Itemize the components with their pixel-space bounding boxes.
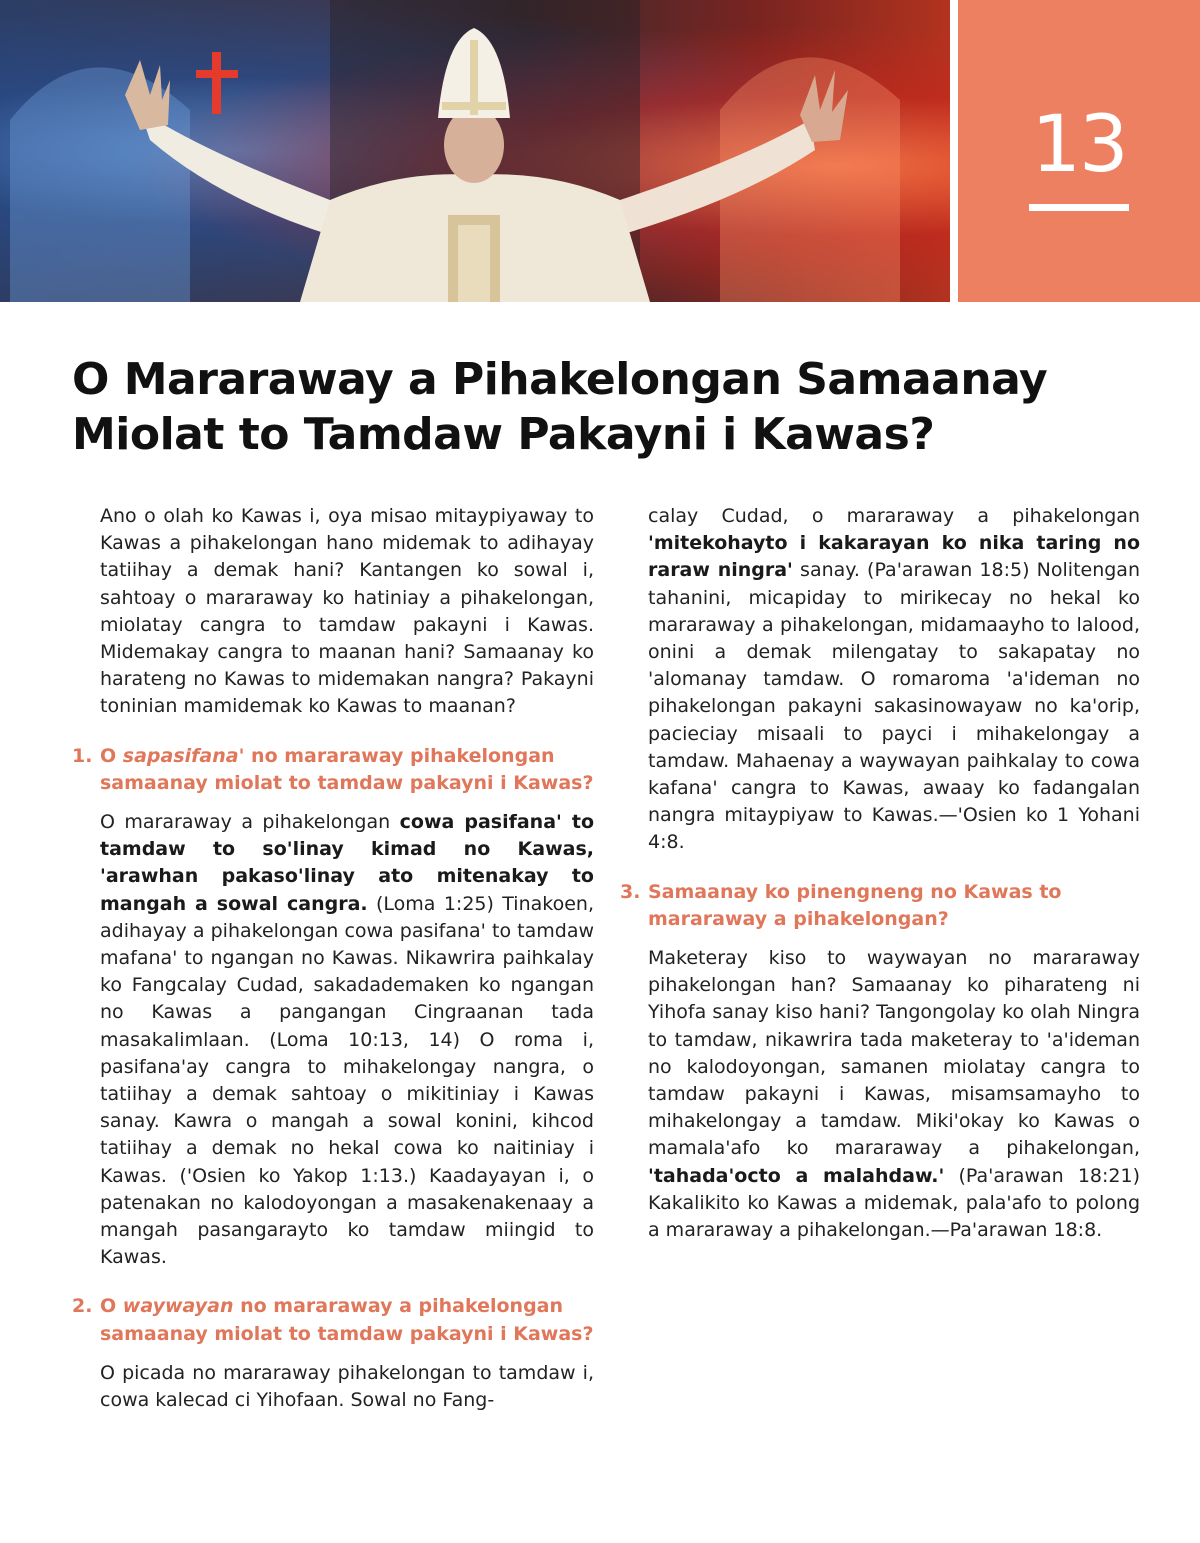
chapter-badge <box>958 0 1200 302</box>
chapter-number: 13 <box>1031 100 1127 190</box>
answer-2-start: O picada no mararaway pihakelongan to tamdaw i, cowa kalecad ci Yihofaan. Sowal no Fang- <box>100 1361 594 1412</box>
question-1-number: 1. <box>72 744 93 767</box>
answer-2-continued: calay Cudad, o mararaway a pihakelongan 'mitekohayto i kakarayan ko nika taring no raraw ningra' sanay. (Pa'arawan 18:5) Nolitengan tahanini, micapiday to mirikecay no hekal ko mararaway a pihakelongan, midamaayho to lalood, onini a demak milengatay to sakapatay no 'alomanay tamdaw. O romaroma 'a'ideman no pihakelongan pakayni sakasinowayaw no ka'orip, pacieciay misaali to payci i mihakelongay a tamdaw. Mahaenay a waywayan paihkalay to cowa kafana' cangra to Kawas, awaay ko fadangalan nangra mitaypiyaw to Kawas.—'Osien ko 1 Yohani 4:8. <box>648 505 1140 854</box>
question-2-number: 2. <box>72 1295 93 1318</box>
priest-illustration <box>0 0 950 302</box>
answer-1-bold: cowa pasifana' to tamdaw to so'linay kimad no Kawas, 'arawhan pakaso'linay ato mitenakay to mangah a sowal cangra. <box>100 811 594 915</box>
answer-1: O mararaway a pihakelongan cowa pasifana' to tamdaw to so'linay kimad no Kawas, 'arawhan pakaso'linay ato mitenakay to mangah a sowal cangra. (Loma 1:25) Tinakoen, adihayay a pihakelongan cowa pasifana' to tamdaw mafana' to ngangan no Kawas. Nikawrira paihkalay ko Fangcalay Cudad, sakadademaken ko ngangan no Kawas a pangangan Cingraanan tada masakalimlaan. (Loma 10:13, 14) O roma i, pasifana'ay cangra to mihakelongay nangra, o tatiihay a demak sahtoay o mikitiniay i Kawas sanay. Kawra o mangah a sowal konini, kihcod tatiihay a demak no hekal cowa ko naitiniay i Kawas. ('Osien ko Yakop 1:13.) Kaadayayan i, o patenakan no kalodoyongan a masakenakenaay a mangah pasangarayto ko tamdaw miingid to Kawas. <box>100 811 594 1269</box>
question-3-number: 3. <box>620 880 641 903</box>
left-column <box>72 503 594 1414</box>
answer-3: Maketeray kiso to waywayan no mararaway pihakelongan han? Samaanay ko piharateng ni Yihofa sanay kiso hani? Tangongolay ko olah Ningra to tamdaw, nikawrira tada maketeray to 'a'ideman no kalodoyongan, samanen miolatay cangra to tamdaw pakayni i Kawas, misamsamayho to mihakelongay a tamdaw. Miki'okay ko Kawas o mamala'afo ko mararaway a pihakelongan, 'tahada'octo a malahdaw.' (Pa'arawan 18:21) Kakalikito ko Kawas a midemak, pala'afo to polong a mararaway a pihakelongan.—Pa'arawan 18:8. <box>648 947 1140 1242</box>
question-2-emphasis: waywayan <box>122 1295 234 1318</box>
question-2: 2. O waywayan no mararaway a pihakelongan samaanay miolat to tamdaw pakayni i Kawas? <box>72 1295 594 1345</box>
question-3: 3. Samaanay ko pinengneng no Kawas to mararaway a pihakelongan? <box>620 880 1062 930</box>
chapter-underline <box>1029 204 1129 211</box>
right-column <box>620 503 1140 1244</box>
question-1: 1. O sapasifana' no mararaway pihakelongan samaanay miolat to tamdaw pakayni i Kawas? <box>72 744 594 794</box>
intro-paragraph: Ano o olah ko Kawas i, oya misao mitaypiyaway to Kawas a pihakelongan hano midemak to adihayay tatiihay a demak hani? Kantangen ko sowal i, sahtoay o mararaway ko hatiniay a pihakelongan, miolatay cangra to tamdaw pakayni i Kawas. Midemakay cangra to maanan hani? Samaanay ko harateng no Kawas to midemakan nangra? Pakayni toninian mamidemak ko Kawas to maanan? <box>100 505 594 718</box>
question-1-emphasis: sapasifana' <box>122 744 245 767</box>
header-photo <box>0 0 950 302</box>
answer-2-bold: 'mitekohayto i kakarayan ko nika taring no raraw ningra' <box>648 532 1140 582</box>
page-title: O Mararaway a Pihakelongan Samaanay Miolat to Tamdaw Pakayni i Kawas? <box>72 354 1048 460</box>
answer-3-bold: 'tahada'octo a malahdaw.' <box>648 1164 945 1187</box>
